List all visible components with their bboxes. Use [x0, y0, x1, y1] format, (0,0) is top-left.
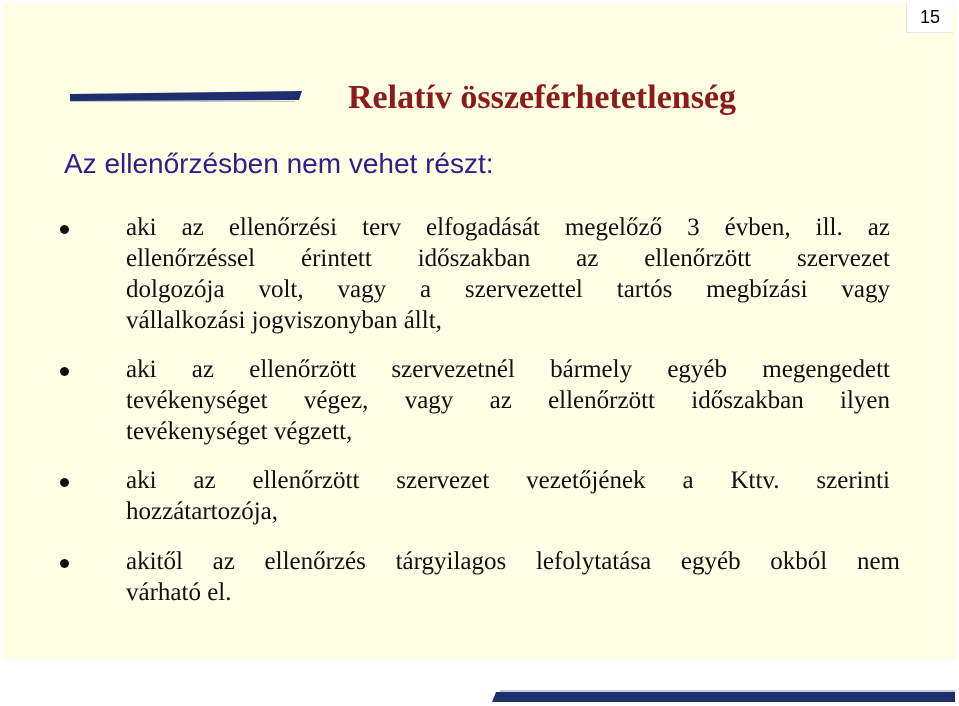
bullet-line: tevékenységet végez, vagy az ellenőrzött időszakban ilyen [126, 387, 890, 414]
bullet-line: várható el. [126, 579, 232, 606]
slide-subtitle: Az ellenőrzésben nem vehet részt: [64, 148, 494, 179]
bullet-line: hozzátartozója, [126, 498, 278, 525]
slide-title: Relatív összeférhetetlenség [348, 79, 737, 116]
bullet-line: aki az ellenőrzött szervezet vezetőjének a Kttv. szerinti [126, 467, 890, 494]
bullet-line: tevékenységet végzett, [126, 418, 353, 445]
page-number: 15 [906, 3, 953, 33]
bullet-icon [60, 367, 69, 376]
bullet-line: vállalkozási jogviszonyban állt, [126, 307, 442, 334]
bullet-item [60, 546, 900, 608]
bullet-line: aki az ellenőrzött szervezetnél bármely egyéb megengedett [126, 356, 890, 383]
bullet-icon [60, 225, 69, 234]
bullet-line: aki az ellenőrzési terv elfogadását megelőző 3 évben, ill. az [126, 214, 890, 241]
bullet-line: ellenőrzéssel érintett időszakban az ellenőrzött szervezet [126, 245, 890, 272]
bullet-icon [60, 559, 69, 568]
bullet-icon [60, 478, 69, 487]
decorative-bar-bottom [492, 690, 955, 704]
bullet-line: akitől az ellenőrzés tárgyilagos lefolytatása egyéb okból nem [126, 548, 900, 575]
bullet-item [60, 212, 900, 336]
bullet-item [60, 354, 900, 447]
bullet-item [60, 465, 900, 527]
bullet-line: dolgozója volt, vagy a szervezettel tartós megbízási vagy [126, 276, 890, 303]
